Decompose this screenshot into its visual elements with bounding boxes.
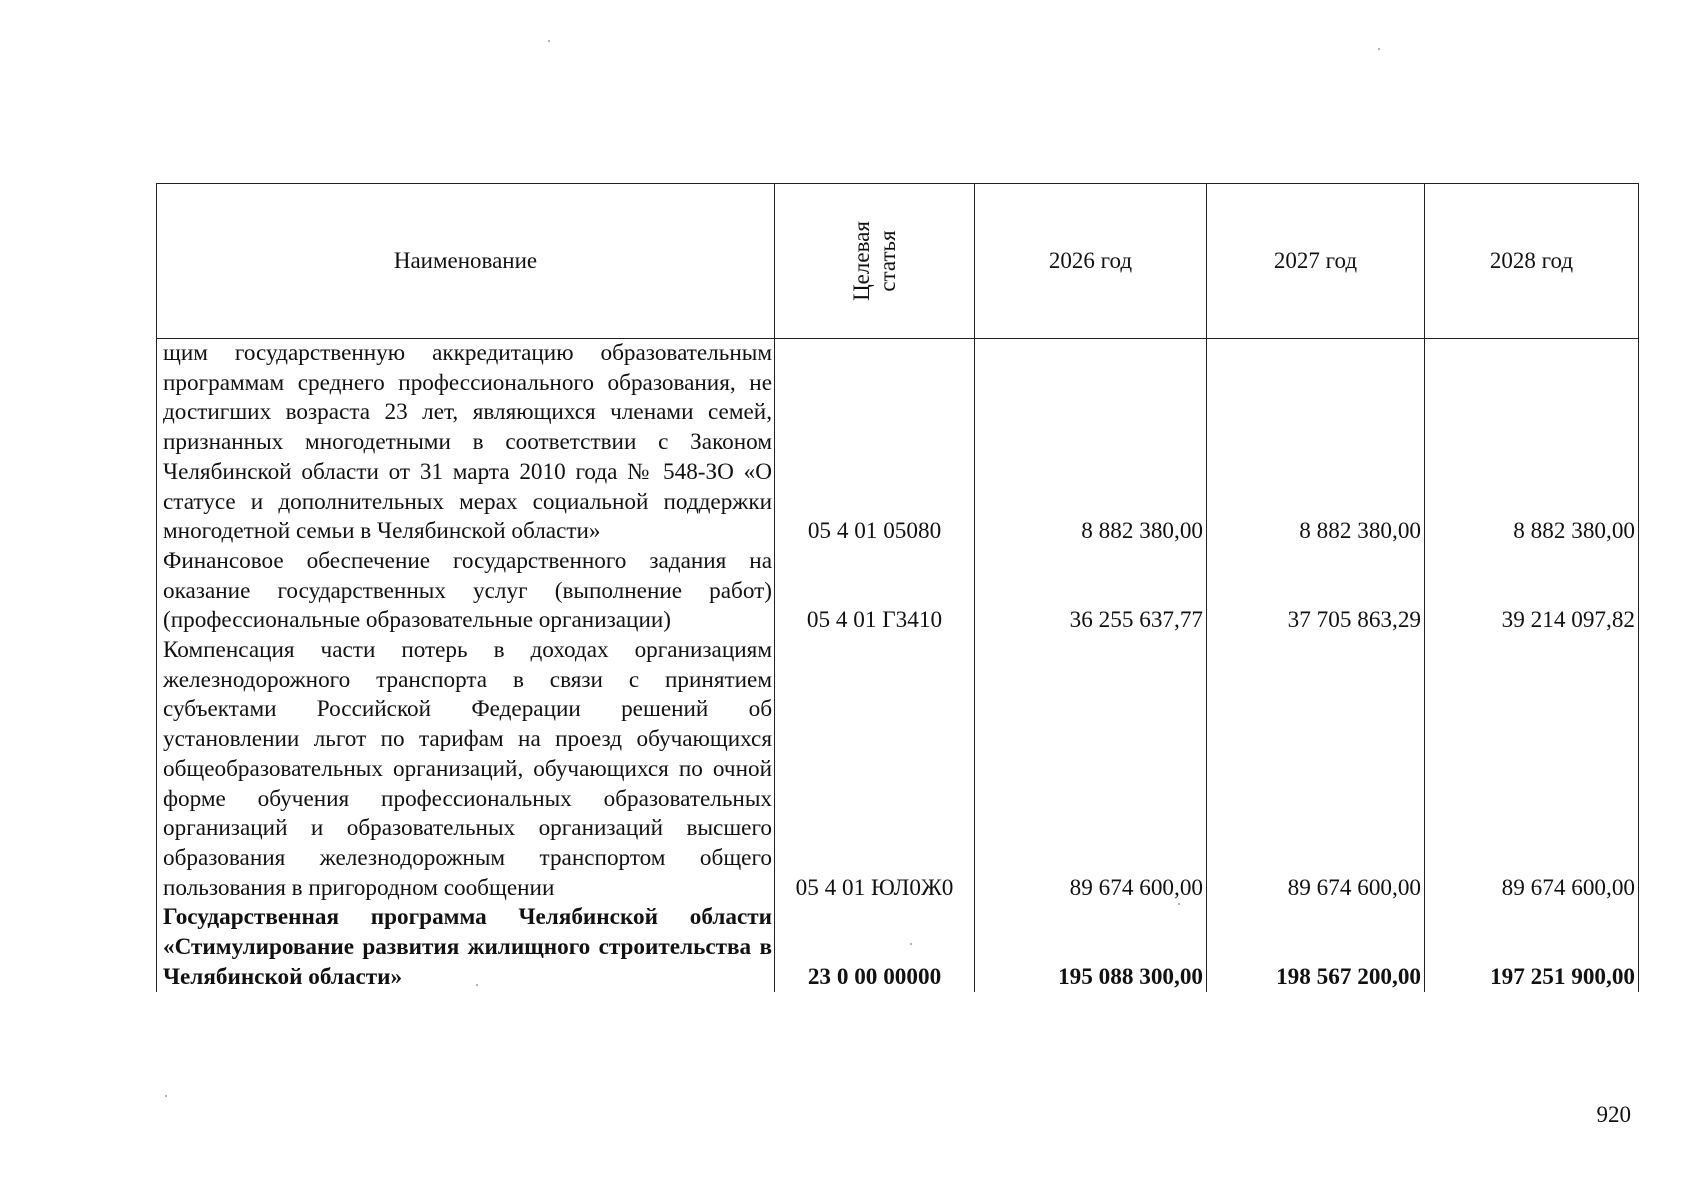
row-value-2027: 89 674 600,00 <box>1207 636 1425 903</box>
table-row <box>157 339 1639 547</box>
row-value-2028: 89 674 600,00 <box>1425 636 1639 903</box>
header-target-article-line2: статья <box>874 230 900 292</box>
row-name: щим государственную аккредитацию образовательным программам среднего профессионального образования, не достигших возраста 23 лет, являющихся членами семей, признанных многодетными в соответствии с Законом Челябинской области от 31 марта 2010 года № 548-ЗО «О статусе и дополнительных мерах социальной поддержки многодетной семьи в Челябинской области» <box>157 339 775 547</box>
scan-speck <box>1378 48 1380 50</box>
table-row-program-total <box>157 903 1639 992</box>
table-row <box>157 636 1639 903</box>
row-name: Финансовое обеспечение государственного задания на оказание государственных услуг (выполнение работ) (профессиональные образовательные организации) <box>157 547 775 636</box>
scan-speck <box>476 984 478 986</box>
header-target-article <box>775 184 975 339</box>
row-value-2027: 37 705 863,29 <box>1207 547 1425 636</box>
row-value-2027: 8 882 380,00 <box>1207 339 1425 547</box>
header-name: Наименование <box>157 184 775 339</box>
row-code: 05 4 01 Г3410 <box>775 547 975 636</box>
table-header-row <box>157 184 1639 339</box>
scan-speck <box>910 943 912 945</box>
row-value-2026: 195 088 300,00 <box>975 903 1207 992</box>
row-value-2026: 36 255 637,77 <box>975 547 1207 636</box>
budget-table <box>156 183 1639 992</box>
row-value-2027: 198 567 200,00 <box>1207 903 1425 992</box>
scan-speck <box>165 1095 167 1097</box>
row-name: Государственная программа Челябинской области «Стимулирование развития жилищного строительства в Челябинской области» <box>157 903 775 992</box>
row-name: Компенсация части потерь в доходах организациям железнодорожного транспорта в связи с принятием субъектами Российской Федерации решений об установлении льгот по тарифам на проезд обучающихся общеобразовательных организаций, обучающихся по очной форме обучения профессиональных образовательных организаций и образовательных организаций высшего образования железнодорожным транспортом общего пользования в пригородном сообщении <box>157 636 775 903</box>
row-value-2028: 197 251 900,00 <box>1425 903 1639 992</box>
header-2026: 2026 год <box>975 184 1207 339</box>
row-value-2026: 8 882 380,00 <box>975 339 1207 547</box>
scan-speck <box>548 40 550 42</box>
page-number: 920 <box>1596 1102 1631 1127</box>
header-2027: 2027 год <box>1207 184 1425 339</box>
row-value-2026: 89 674 600,00 <box>975 636 1207 903</box>
table-row <box>157 547 1639 636</box>
row-code: 05 4 01 05080 <box>775 339 975 547</box>
row-value-2028: 8 882 380,00 <box>1425 339 1639 547</box>
row-code: 23 0 00 00000 <box>775 903 975 992</box>
row-value-2028: 39 214 097,82 <box>1425 547 1639 636</box>
header-target-article-line1: Целевая <box>848 221 874 301</box>
header-2028: 2028 год <box>1425 184 1639 339</box>
scan-speck <box>1178 903 1180 905</box>
row-code: 05 4 01 ЮЛ0Ж0 <box>775 636 975 903</box>
